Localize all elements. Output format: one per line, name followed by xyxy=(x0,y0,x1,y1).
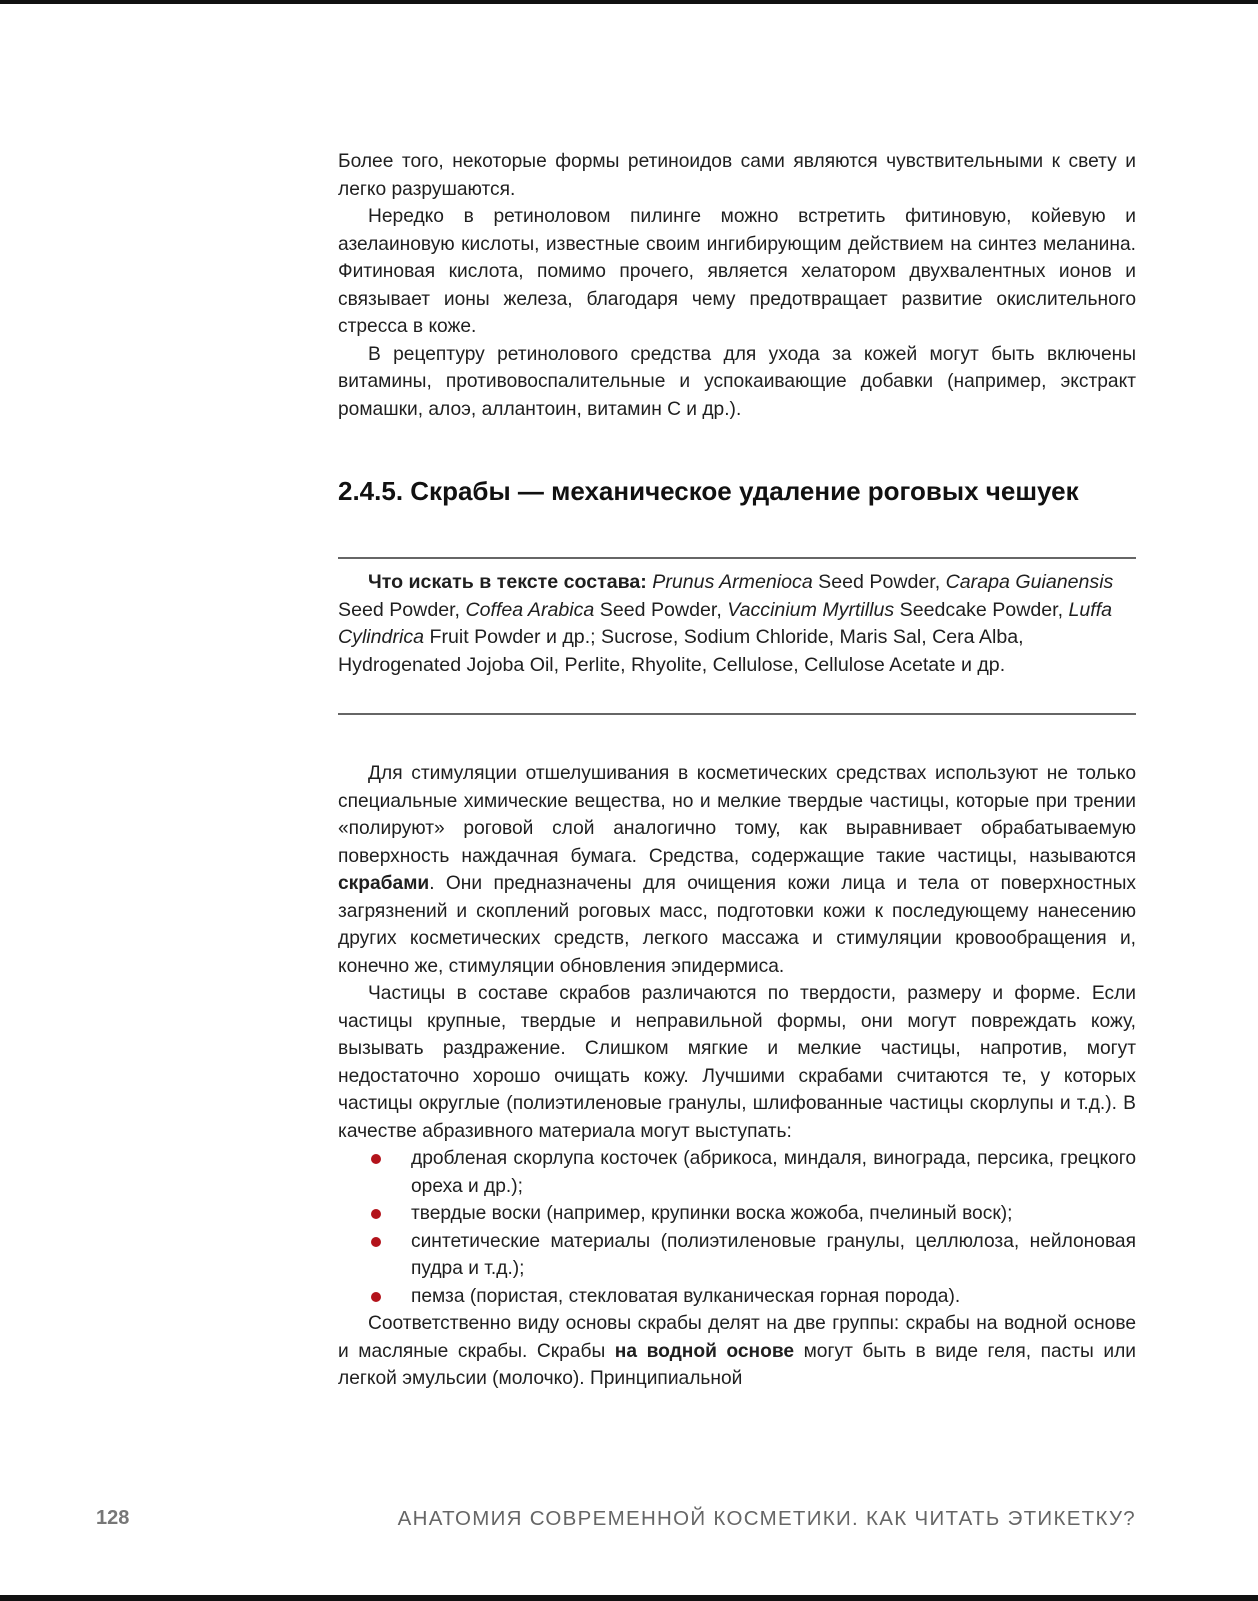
list-item-text: пемза (пористая, стекловатая вулканическая горная порода). xyxy=(411,1285,961,1307)
intro-paragraph-2: Нередко в ретиноловом пилинге можно встретить фитиновую, койевую и азелаиновую кислоты, известные своим ингибирующим действием на синтез меланина. Фитиновая кислота, помимо прочего, является хелатором двухвалентных ионов и связывает ионы железа, благодаря чему предотвращает развитие окислительного стресса в коже. xyxy=(338,206,1136,337)
ingredient-suffix: Fruit Powder и др.; Sucrose, Sodium Chloride, Maris Sal, Cera Alba, Hydrogenated Jojoba Oil, Perlite, Rhyolite, Cellulose, Cellulose Acetate и др. xyxy=(338,626,1024,676)
list-item xyxy=(338,1283,1136,1311)
bottom-border xyxy=(0,1595,1258,1601)
list-item xyxy=(338,1145,1136,1200)
term-water-based: на водной основе xyxy=(614,1340,795,1362)
intro-paragraph-1: Более того, некоторые формы ретиноидов сами являются чувствительными к свету и легко разрушаются. xyxy=(338,151,1136,200)
list-item-text: синтетические материалы (полиэтиленовые гранулы, целлюлоза, нейлоновая пудра и т.д.); xyxy=(411,1230,1136,1279)
ingredient-suffix: Seed Powder, xyxy=(338,598,466,621)
ingredient-suffix: Seedcake Powder, xyxy=(894,598,1069,621)
ingredients-text xyxy=(338,569,1136,679)
body-paragraph-3-end: могут быть в виде геля, пасты или легкой эмульсии (молочко). Принципиальной xyxy=(338,1340,1136,1389)
ingredient-name: Prunus Armenioca xyxy=(652,571,813,593)
body-text xyxy=(338,760,1136,1393)
intro-paragraph-3: В рецептуру ретинолового средства для ухода за кожей могут быть включены витамины, противовоспалительные и успокаивающие добавки (например, экстракт ромашки, алоэ, аллантоин, витамин С и др.). xyxy=(338,343,1136,420)
ingredient-name: Coffea Arabica xyxy=(465,598,595,621)
body-paragraph-1-end: . Они предназначены для очищения кожи лица и тела от поверхностных загрязнений и скоплений роговых масс, подготовки кожи к последующему нанесению других косметических средств, легкого массажа и стимуляции кровообращения и, конечно же, стимуляции обновления эпидермиса. xyxy=(338,873,1136,977)
body-paragraph-1-start: Для стимуляции отшелушивания в косметических средствах используют не только специальные химические вещества, но и мелкие твердые частицы, которые при трении «полируют» роговой слой аналогично тому, как выравнивает обрабатываемую поверхность наждачная бумага. Средства, содержащие такие частицы, называются xyxy=(338,763,1136,867)
page-number: 128 xyxy=(96,1507,130,1529)
ingredient-name: Vaccinium Myrtillus xyxy=(727,598,895,621)
ingredient-name: Carapa Guianensis xyxy=(945,571,1114,593)
bullet-icon xyxy=(371,1154,381,1164)
text-column xyxy=(338,148,1136,1389)
ingredient-suffix: Seed Powder, xyxy=(812,571,946,593)
running-title: АНАТОМИЯ СОВРЕМЕННОЙ КОСМЕТИКИ. КАК ЧИТАТЬ ЭТИКЕТКУ? xyxy=(397,1507,1136,1530)
list-item xyxy=(338,1200,1136,1228)
body-paragraph-3 xyxy=(338,1310,1136,1393)
list-item-text: твердые воски (например, крупинки воска жожоба, пчелиный воск); xyxy=(411,1203,1013,1224)
body-paragraph-2: Частицы в составе скрабов различаются по твердости, размеру и форме. Если частицы крупные, твердые и неправильной формы, они могут повреждать кожу, вызывать раздражение. Слишком мягкие и мелкие частицы, напротив, могут недостаточно хорошо очищать кожу. Лучшими скрабами считаются те, у которых частицы округлые (полиэтиленовые гранулы, шлифованные частицы скорлупы и т.д.). В качестве абразивного материала могут выступать: xyxy=(338,983,1136,1142)
term-scrubs: скрабами xyxy=(338,873,430,894)
ingredient-suffix: Seed Powder, xyxy=(594,598,728,621)
ingredient-name: Luffa Cylindrica xyxy=(338,598,1113,648)
bullet-icon xyxy=(371,1237,381,1247)
list-item-text: дробленая скорлупа косточек (абрикоса, миндаля, винограда, персика, грецкого ореха и др.); xyxy=(411,1148,1136,1197)
bullet-icon xyxy=(371,1209,381,1219)
body-paragraph-3-start: Соответственно виду основы скрабы делят на две группы: скрабы на водной основе и масляные скрабы. Скрабы xyxy=(338,1313,1136,1362)
list-item xyxy=(338,1228,1136,1283)
ingredients-box xyxy=(338,557,1136,715)
bullet-icon xyxy=(371,1292,381,1302)
abrasive-list xyxy=(338,1145,1136,1310)
section-heading: 2.4.5. Скрабы — механическое удаление роговых чешуек xyxy=(338,476,1079,506)
body-paragraph-1 xyxy=(338,760,1136,980)
ingredients-lead: Что искать в тексте состава: xyxy=(368,571,647,593)
top-border xyxy=(0,0,1258,4)
